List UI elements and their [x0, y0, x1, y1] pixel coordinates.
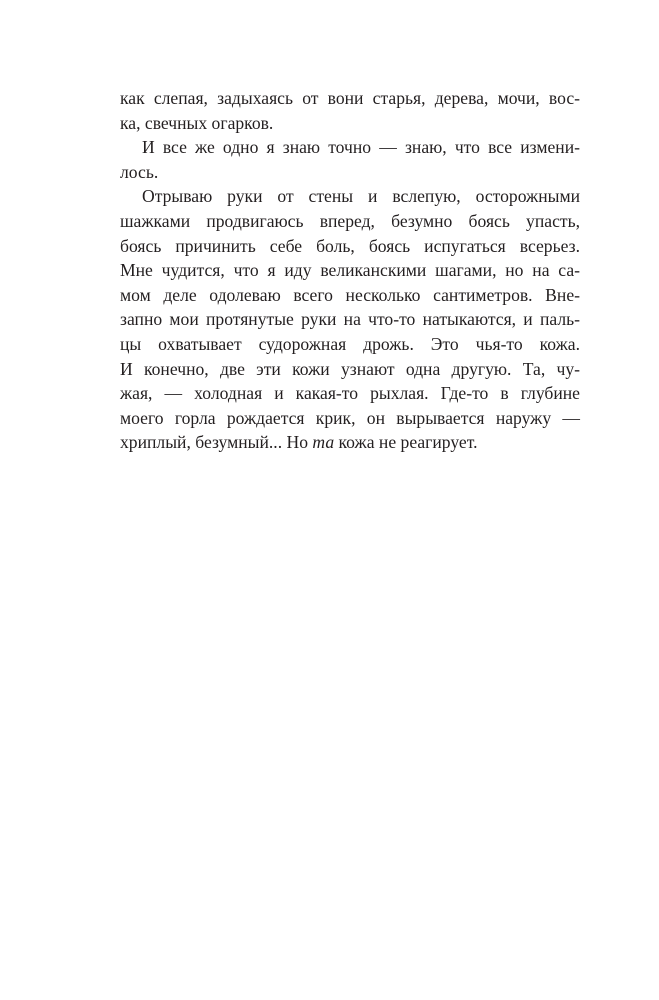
paragraph	[120, 135, 580, 184]
text-line: боясь причинить себе боль, боясь испугаться всерьез.	[120, 235, 580, 256]
text-run: кожа не реагирует.	[334, 432, 478, 453]
body-text	[120, 86, 580, 455]
text-line: Мне чудится, что я иду великанскими шагами, но на са-	[120, 260, 580, 281]
italic-emphasis: та	[312, 432, 335, 453]
text-line: моего горла рождается крик, он вырывается наружу —	[120, 407, 580, 428]
text-line: как слепая, задыхаясь от вони старья, дерева, мочи, вос-	[120, 88, 580, 108]
text-line: ка, свечных огарков.	[120, 112, 274, 133]
text-line: жая, — холодная и какая-то рыхлая. Где-то в глубине	[120, 383, 580, 404]
text-line: шажками продвигаюсь вперед, безумно боясь упасть,	[120, 210, 580, 231]
text-line: И все же одно я знаю точно — знаю, что все измени-	[142, 137, 580, 158]
text-line: запно мои протянутые руки на что-то натыкаются, и паль-	[120, 309, 580, 330]
text-line-final	[120, 430, 580, 455]
text-line: лось.	[120, 161, 159, 182]
paragraph	[120, 86, 580, 135]
text-line: мом деле одолеваю всего несколько сантиметров. Вне-	[120, 284, 580, 305]
paragraph	[120, 184, 580, 455]
text-line: Отрываю руки от стены и вслепую, осторожными	[142, 186, 580, 207]
text-run: хриплый, безумный... Но	[120, 432, 313, 453]
text-line: цы охватывает судорожная дрожь. Это чья-то кожа.	[120, 333, 580, 354]
text-line: И конечно, две эти кожи узнают одна другую. Та, чу-	[120, 358, 580, 379]
